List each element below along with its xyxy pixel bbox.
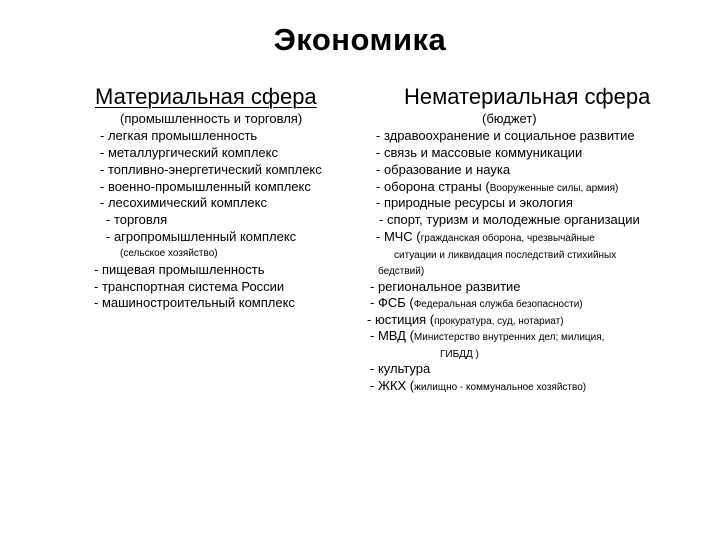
list-item: - легкая промышленность (100, 128, 258, 143)
list-item-note: бедствий) (378, 266, 425, 277)
list-item: - МВД (Министерство внутренних дел; милиция, (370, 328, 605, 343)
list-item: - ФСБ (Федеральная служба безопасности) (370, 295, 583, 310)
left-column-subheading: (промышленность и торговля) (120, 111, 303, 126)
list-item: - связь и массовые коммуникации (376, 145, 583, 160)
list-item: - региональное развитие (370, 279, 521, 294)
list-item: - пищевая промышленность (94, 262, 265, 277)
left-column-heading: Материальная сфера (95, 84, 317, 109)
list-item-note: Вооруженные силы, армия) (489, 183, 619, 194)
list-item: - транспортная система России (94, 279, 285, 294)
list-item: - металлургический комплекс (100, 145, 278, 160)
list-item: - оборона страны (Вооруженные силы, армия) (376, 179, 619, 194)
list-item: - МЧС (гражданская оборона, чрезвычайные (376, 229, 595, 244)
list-item: - культура (370, 361, 431, 376)
list-item-note: Федеральная служба безопасности) (413, 299, 583, 310)
list-item: - здравоохранение и социальное развитие (376, 128, 635, 143)
list-item-note: Министерство внутренних дел; милиция, (413, 332, 605, 343)
list-item-note: прокуратура, суд, нотариат) (434, 316, 564, 327)
list-item: - топливно-энергетический комплекс (100, 162, 322, 177)
list-item: - военно-промышленный комплекс (100, 179, 311, 194)
list-item: - лесохимический комплекс (100, 195, 267, 210)
list-item-note: гражданская оборона, чрезвычайные (420, 233, 595, 244)
right-column-heading: Нематериальная сфера (404, 84, 651, 109)
list-item-note: жилищно - коммунальное хозяйство) (414, 382, 587, 393)
list-item: - спорт, туризм и молодежные организации (379, 212, 640, 227)
list-item-note: ГИБДД ) (440, 349, 479, 360)
list-item-note: (сельское хозяйство) (120, 248, 218, 259)
list-item: - машиностроительный комплекс (94, 295, 295, 310)
list-item: - ЖКХ (жилищно - коммунальное хозяйство) (370, 378, 587, 393)
list-item: - торговля (106, 212, 168, 227)
list-item: - образование и наука (376, 162, 511, 177)
right-column-subheading: (бюджет) (482, 111, 537, 126)
list-item: - агропромышленный комплекс (106, 229, 297, 244)
page-title: Экономика (273, 22, 447, 57)
list-item: - юстиция (прокуратура, суд, нотариат) (367, 312, 564, 327)
list-item: - природные ресурсы и экология (376, 195, 573, 210)
list-item-note: ситуации и ликвидация последствий стихийных (394, 250, 617, 261)
